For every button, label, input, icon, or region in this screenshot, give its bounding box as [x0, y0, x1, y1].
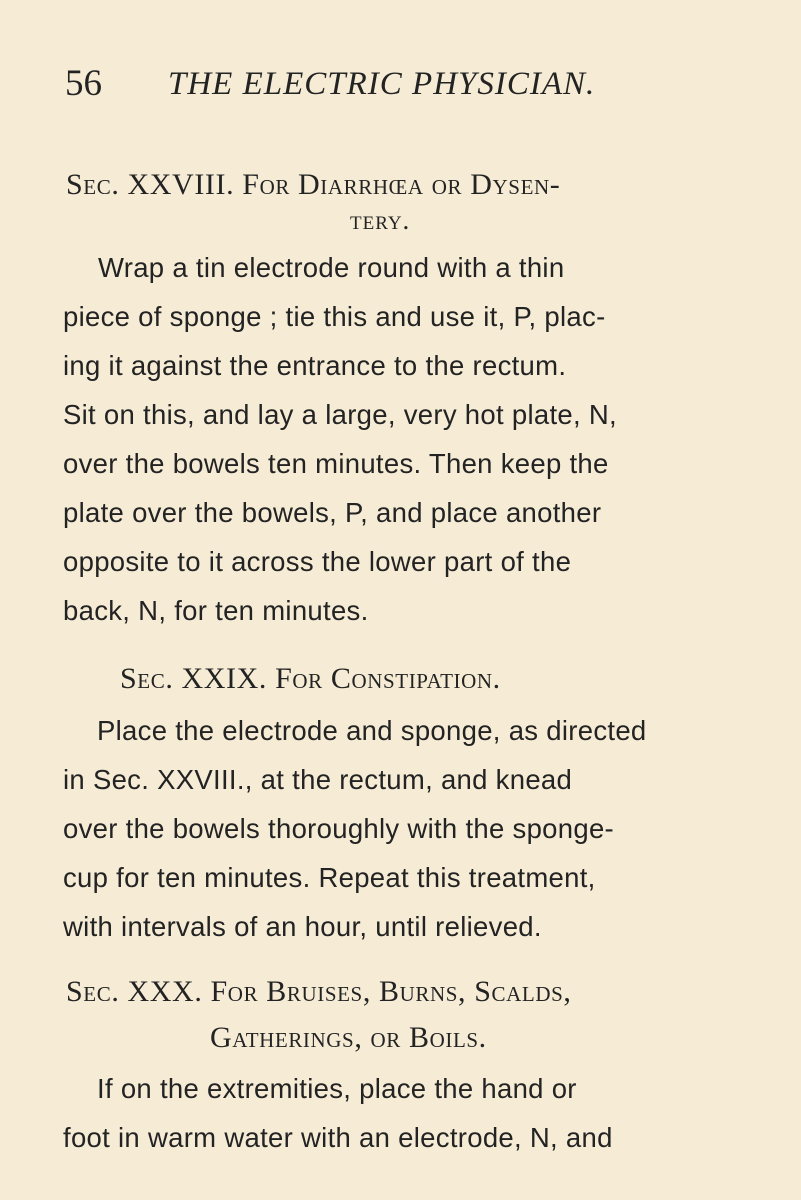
paragraph-line: Sit on this, and lay a large, very hot plate, N,	[63, 399, 617, 430]
paragraph-line: plate over the bowels, P, and place another	[63, 497, 602, 528]
paragraph-line: back, N, for ten minutes.	[63, 595, 369, 626]
paragraph-line: If on the extremities, place the hand or	[97, 1073, 577, 1104]
section-heading-text: Sec. XXVIII. For Diarrhœa or Dysen-	[66, 168, 561, 201]
section-heading-continued	[210, 1021, 487, 1055]
section-heading	[66, 975, 572, 1009]
paragraph-line: in Sec. XXVIII., at the rectum, and knead	[63, 764, 573, 795]
paragraph-line: over the bowels thoroughly with the sponge-	[63, 813, 615, 844]
paragraph-line: Place the electrode and sponge, as directed	[97, 715, 647, 746]
paragraph-line: with intervals of an hour, until relieved.	[63, 911, 542, 942]
section-heading-text: Sec. XXIX. For Constipation.	[120, 662, 501, 695]
section-heading-text: Sec. XXX. For Bruises, Burns, Scalds,	[66, 975, 572, 1008]
paragraph-line: over the bowels ten minutes. Then keep the	[63, 448, 609, 479]
page-number: 56	[65, 63, 102, 104]
paragraph-line: piece of sponge ; tie this and use it, P, plac-	[63, 301, 606, 332]
section-heading	[120, 662, 501, 696]
paragraph-line: opposite to it across the lower part of the	[63, 546, 572, 577]
section-heading-text: Gatherings, or Boils.	[210, 1021, 487, 1054]
paragraph-line: ing it against the entrance to the rectum.	[63, 350, 567, 381]
paragraph-line: cup for ten minutes. Repeat this treatment,	[63, 862, 596, 893]
paragraph-line: Wrap a tin electrode round with a thin	[98, 252, 565, 283]
section-heading	[66, 168, 560, 202]
paragraph-line: foot in warm water with an electrode, N, and	[63, 1122, 613, 1153]
running-title: THE ELECTRIC PHYSICIAN.	[168, 66, 596, 102]
section-heading-continued: tery.	[350, 205, 411, 235]
